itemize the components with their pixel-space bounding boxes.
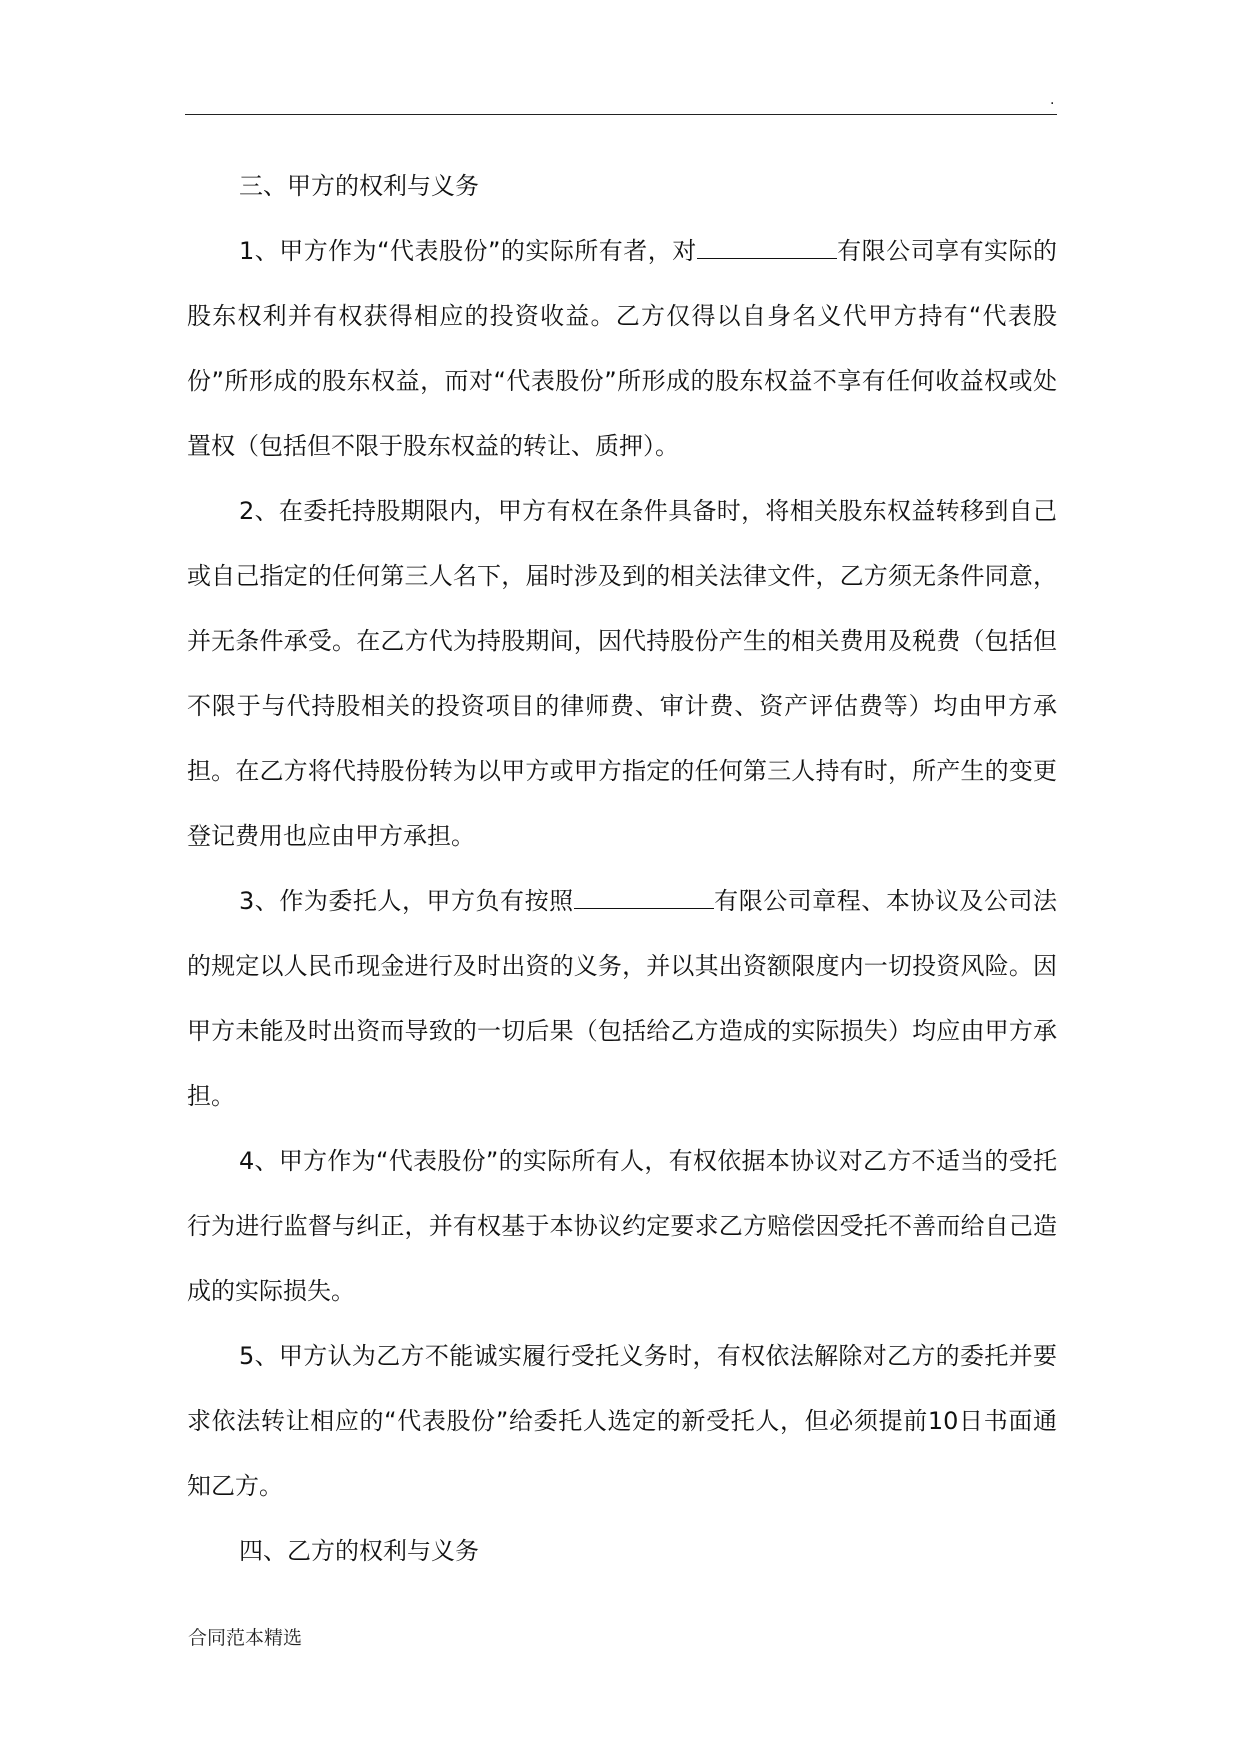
header-rule [185, 114, 1057, 115]
company-name-blank [574, 886, 714, 909]
document-body [187, 154, 1057, 1584]
item-1-text-b: 有限公司享有实际的股东权利并有权获得相应的投资收益。乙方仅得以自身名义代甲方持有“代表股份”所形成的股东权益，而对“代表股份”所形成的股东权益不享有任何收益权或处置权（包括但不限于股东权益的转让、质押）。 [187, 237, 1058, 460]
company-name-blank [697, 236, 837, 259]
section-3-item-4: 4、甲方作为“代表股份”的实际所有人，有权依据本协议对乙方不适当的受托行为进行监督与纠正，并有权基于本协议约定要求乙方赔偿因受托不善而给自己造成的实际损失。 [187, 1147, 1057, 1305]
section-3-title: 三、甲方的权利与义务 [239, 172, 479, 200]
section-3-item-1 [187, 219, 1057, 479]
item-3-text-b: 有限公司章程、本协议及公司法的规定以人民币现金进行及时出资的义务，并以其出资额限度内一切投资风险。因甲方未能及时出资而导致的一切后果（包括给乙方造成的实际损失）均应由甲方承担。 [187, 887, 1057, 1110]
section-3-item-2: 2、在委托持股期限内，甲方有权在条件具备时，将相关股东权益转移到自己或自己指定的任何第三人名下，届时涉及到的相关法律文件，乙方须无条件同意，并无条件承受。在乙方代为持股期间，因代持股份产生的相关费用及税费（包括但不限于与代持股相关的投资项目的律师费、审计费、资产评估费等）均由甲方承担。在乙方将代持股份转为以甲方或甲方指定的任何第三人持有时，所产生的变更登记费用也应由甲方承担。 [187, 497, 1057, 850]
footer-text: 合同范本精选 [188, 1627, 303, 1649]
section-3-item-5: 5、甲方认为乙方不能诚实履行受托义务时，有权依法解除对乙方的委托并要求依法转让相应的“代表股份”给委托人选定的新受托人，但必须提前10日书面通知乙方。 [187, 1342, 1057, 1500]
section-3-item-3 [187, 869, 1057, 1129]
item-1-text-a: 1、甲方作为“代表股份”的实际所有者，对 [239, 237, 697, 265]
section-4-title: 四、乙方的权利与义务 [239, 1537, 479, 1565]
header-mark: . [1050, 92, 1055, 108]
item-3-text-a: 3、作为委托人，甲方负有按照 [239, 887, 574, 915]
